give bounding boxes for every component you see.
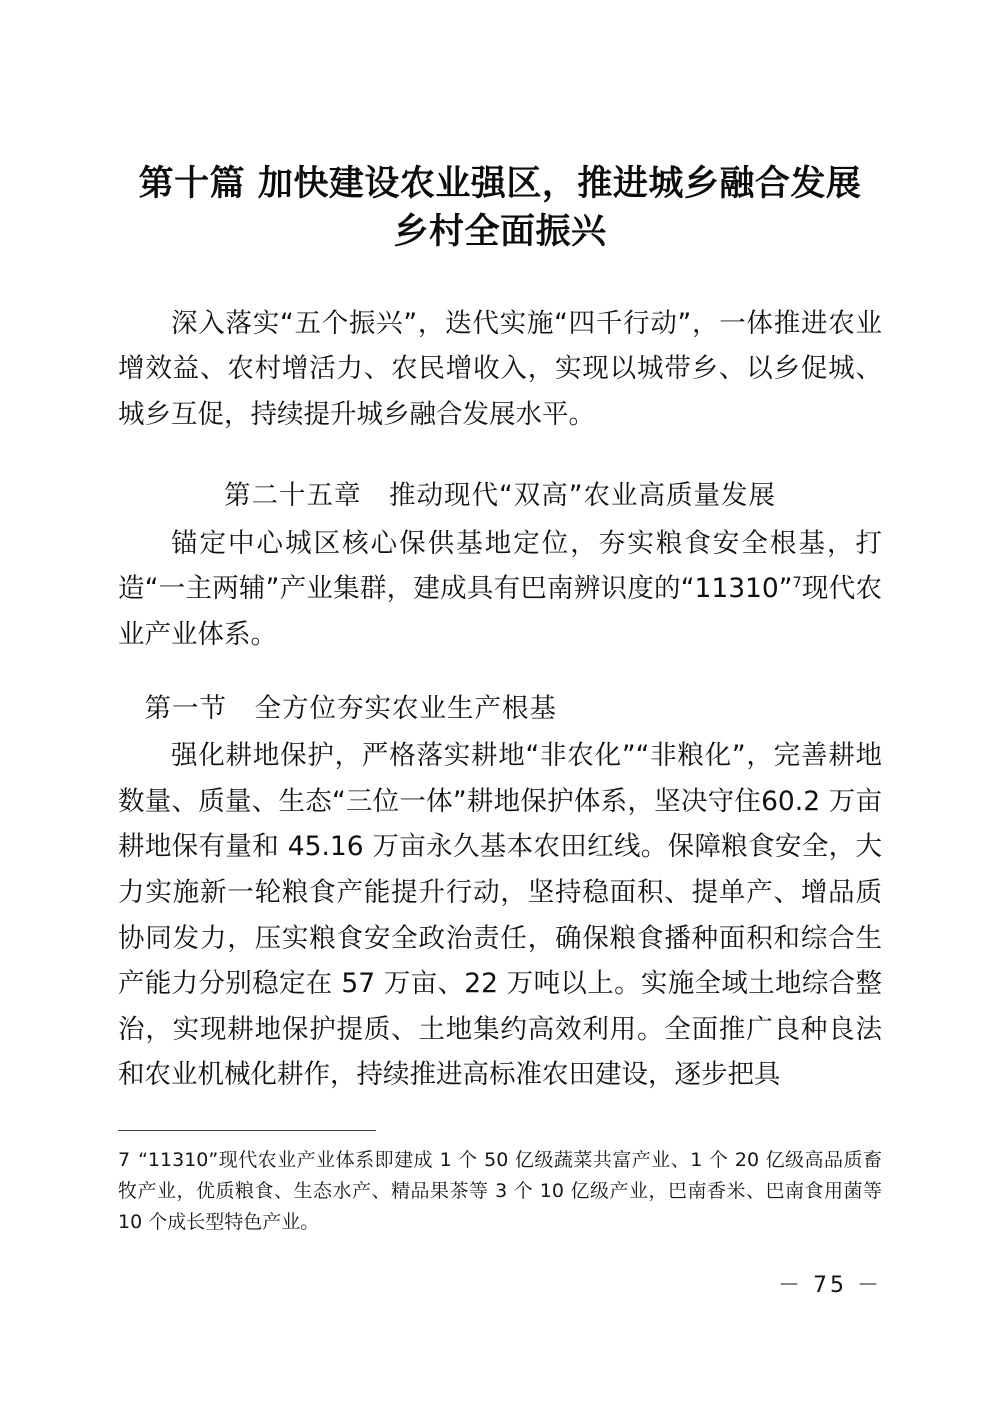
chapter-paragraph xyxy=(118,521,882,658)
footnote-number: 7 xyxy=(118,1149,131,1171)
page-title-line-2: 乡村全面振兴 xyxy=(393,212,607,253)
chapter-heading: 第二十五章 推动现代“双高”农业高质量发展 xyxy=(224,480,776,512)
page-content xyxy=(118,160,882,1100)
spacer xyxy=(118,660,882,686)
chapter-paragraph-part-1: 锚定中心城区核心保供基地定位，夯实粮食安全根基，打造“一主两辅”产业集群，建成具有巴南辨识度的“11310” xyxy=(118,527,882,605)
section-paragraph: 强化耕地保护，严格落实耕地“非农化”“非粮化”，完善耕地数量、质量、生态“三位一体”耕地保护体系，坚决守住60.2 万亩耕地保有量和 45.16 万亩永久基本农田红线。保障粮食安全，大力实施新一轮粮食产能提升行动，坚持稳面积、提单产、增品质协同发力，压实粮食安全政治责任，确保粮食播种面积和综合生产能力分别稳定在 57 万亩、22 万吨以上。实施全域土地综合整治，实现耕地保护提质、土地集约高效利用。全面推广良种良法和农业机械化耕作，持续推进高标准农田建设，逐步把具 xyxy=(118,740,882,1091)
footnote-marker: 7 xyxy=(792,574,802,592)
spacer xyxy=(118,275,882,301)
page-title-line-1: 第十篇 加快建设农业强区，推进城乡融合发展 xyxy=(138,164,862,204)
page-number: － 75 － xyxy=(778,1273,882,1298)
chapter-paragraph-part-2: 现代农业产业体系。 xyxy=(118,573,883,651)
page-title xyxy=(118,160,882,257)
footnote-text xyxy=(118,1145,882,1237)
footnote-body: “11310”现代农业产业体系即建成 1 个 50 亿级蔬菜共富产业、1 个 20 亿级高品质畜牧产业，优质粮食、生态水产、精品果茶等 3 个 10 亿级产业，巴南香米、巴南食用菌等 10 个成长型特色产业。 xyxy=(118,1149,882,1233)
footnote-divider xyxy=(118,1130,376,1131)
footnote-block xyxy=(118,1130,882,1237)
section-heading: 第一节 全方位夯实农业生产根基 xyxy=(144,692,557,724)
spacer xyxy=(118,439,882,473)
intro-paragraph: 深入落实“五个振兴”，迭代实施“四千行动”，一体推进农业增效益、农村增活力、农民增收入，实现以城带乡、以乡促城、城乡互促，持续提升城乡融合发展水平。 xyxy=(118,307,882,430)
